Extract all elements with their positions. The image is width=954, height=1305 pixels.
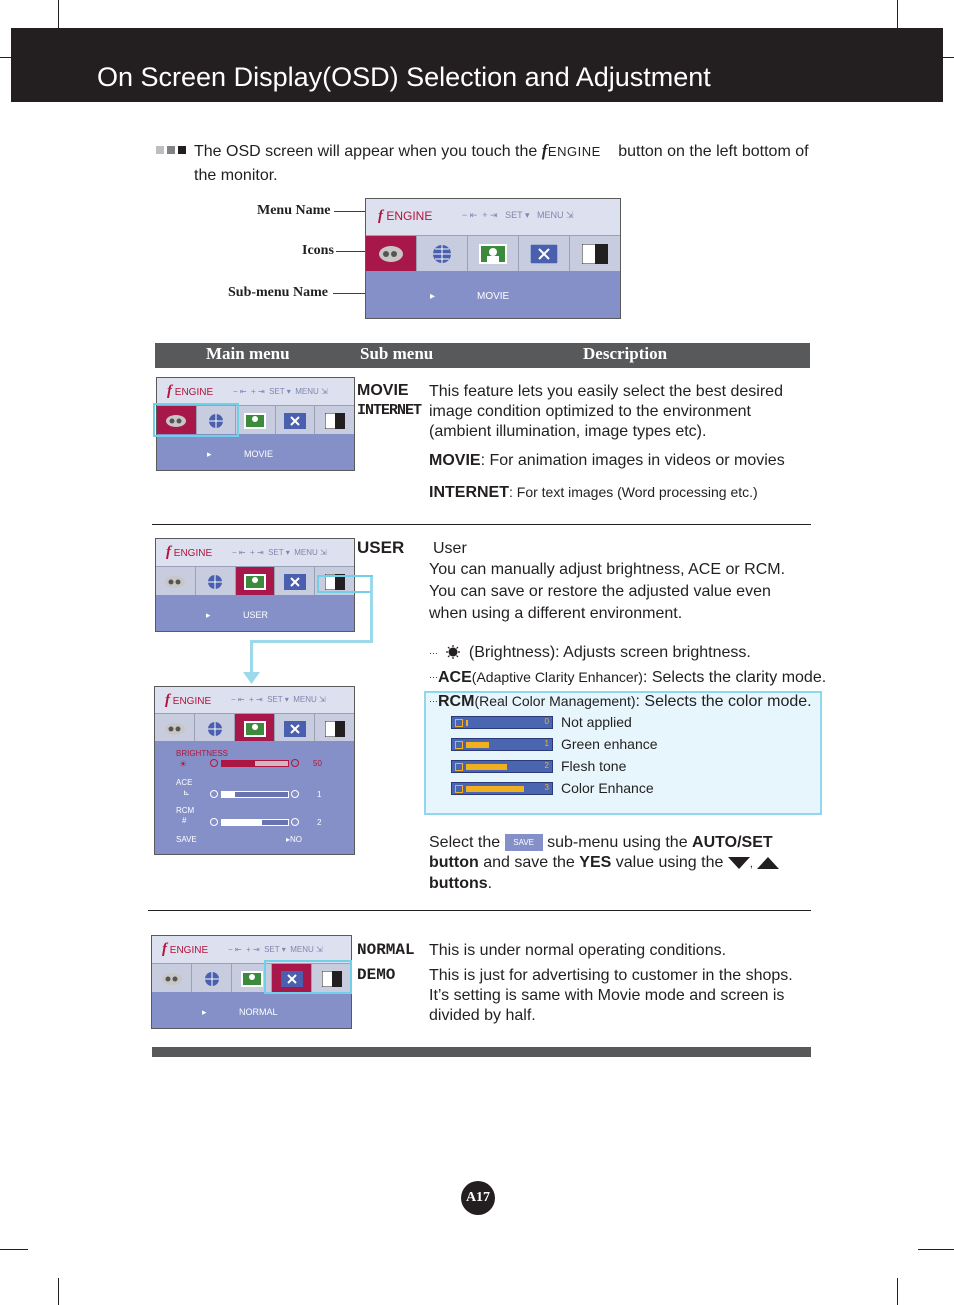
rcm-option-bar: 1	[451, 738, 553, 751]
internet-icon	[417, 236, 468, 271]
sub-movie: MOVIE	[357, 382, 409, 399]
internet-icon	[192, 964, 232, 993]
rcm-option-bar: 0	[451, 716, 553, 729]
rcm-option-label: Flesh tone	[561, 758, 627, 774]
sub-internet: INTERNET	[357, 402, 422, 419]
page-title: On Screen Display(OSD) Selection and Adjustment	[97, 62, 711, 92]
user-icon	[236, 406, 276, 435]
fengine-logo: fENGINE	[541, 141, 601, 160]
th-sub-menu: Sub menu	[360, 344, 434, 363]
normal-icon	[519, 236, 570, 271]
internet-term-desc: INTERNET: For text images (Word processing etc.)	[429, 484, 758, 501]
sub-user: USER	[357, 538, 405, 557]
rcm-option-label: Green enhance	[561, 736, 658, 752]
normal-description: This is under normal operating conditions.	[429, 942, 727, 959]
rcm-line: ···RCM(Real Color Management): Selects the color mode.	[429, 693, 812, 710]
intro-text: The OSD screen will appear when you touch the fENGINE button on the left bottom of the monitor.	[194, 141, 809, 184]
sub-demo: DEMO	[357, 966, 396, 984]
rcm-option-label: Color Enhance	[561, 780, 654, 796]
bullet-squares	[156, 146, 186, 154]
sub-normal: NORMAL	[357, 941, 415, 959]
user-icon	[236, 567, 276, 596]
ace-slider	[221, 791, 289, 798]
movie-icon	[155, 714, 195, 743]
demo-icon	[570, 236, 620, 271]
movie-icon	[152, 964, 192, 993]
th-description: Description	[583, 344, 668, 363]
save-instructions: Select the SAVE sub-menu using the AUTO/SET button and save the YES value using the , buttons.	[429, 833, 809, 894]
normal-icon	[275, 714, 315, 743]
ace-line: ···ACE(Adaptive Clarity Enhancer): Selects the clarity mode.	[429, 669, 827, 686]
movie-icon	[156, 567, 196, 596]
movie-description: This feature lets you easily select the best desired image condition optimized to the environment (ambient illumination, image types etc).	[429, 383, 783, 440]
movie-term-desc: MOVIE: For animation images in videos or movies	[429, 452, 785, 469]
label-submenu-name: Sub-menu Name	[228, 285, 328, 300]
normal-icon	[276, 406, 316, 435]
user-description: You can manually adjust brightness, ACE or RCM. You can save or restore the adjusted value even when using a different environment.	[429, 561, 786, 622]
osd-normal: f ENGINE − ⇤ + ⇥ SET ▾ MENU ⇲ ▸ NORMAL	[151, 935, 352, 1029]
page-number: A17	[461, 1181, 495, 1215]
brightness-line: ··· (Brightness): Adjusts screen brightness.	[429, 644, 751, 661]
movie-icon	[366, 236, 417, 271]
label-menu-name: Menu Name	[257, 203, 331, 218]
rcm-slider	[221, 819, 289, 826]
user-icon	[235, 714, 275, 743]
footer-bar	[152, 1047, 811, 1057]
user-title: User	[433, 540, 467, 557]
internet-icon	[195, 714, 235, 743]
demo-description: This is just for advertising to customer in the shops. It’s setting is same with Movie mode and screen is divided by half.	[429, 967, 793, 1024]
rcm-option-bar: 3	[451, 782, 553, 795]
up-triangle-icon	[757, 857, 779, 869]
demo-icon	[315, 714, 354, 743]
rcm-option-label: Not applied	[561, 714, 632, 730]
fengine-label: f ENGINE	[378, 208, 433, 224]
demo-icon	[315, 406, 354, 435]
osd-movie: f ENGINE − ⇤ + ⇥ SET ▾ MENU ⇲ ▸ MOVIE	[156, 377, 355, 471]
internet-icon	[196, 567, 236, 596]
brightness-slider	[221, 760, 289, 767]
brightness-icon	[442, 645, 464, 659]
down-triangle-icon	[728, 857, 750, 869]
user-icon	[468, 236, 519, 271]
panel-brightness-label: BRIGHTNESS	[176, 749, 229, 758]
sun-icon: ☀	[179, 759, 188, 769]
osd-diagram: f ENGINE − ⇤ + ⇥ SET ▾ MENU ⇲ ▸ MOVIE	[365, 198, 621, 319]
save-chip: SAVE	[505, 834, 543, 851]
label-icons: Icons	[302, 243, 334, 258]
rcm-option-bar: 2	[451, 760, 553, 773]
osd-user: f ENGINE − ⇤ + ⇥ SET ▾ MENU ⇲ ▸ USER	[155, 538, 355, 632]
arrow-down-icon	[243, 672, 260, 684]
th-main-menu: Main menu	[206, 344, 290, 363]
normal-icon	[275, 567, 315, 596]
osd-user-adjust: f ENGINE − ⇤ + ⇥ SET ▾ MENU ⇲ BRIGHTNESS ☀ 50 ACE ⊾ 1 RCM # 2 SAVE ▸NO	[154, 686, 355, 855]
